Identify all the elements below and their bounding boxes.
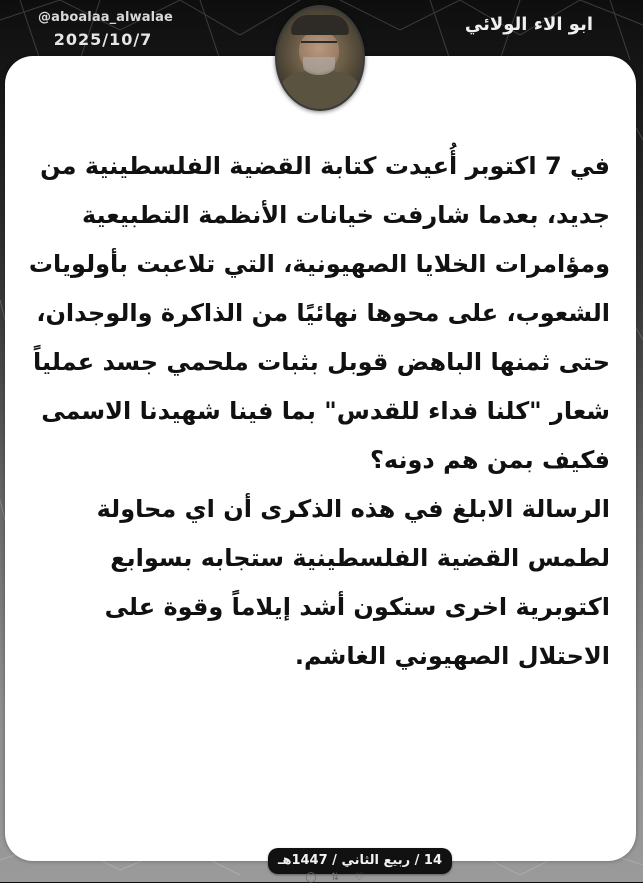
post-line: شعار "كلنا فداء للقدس" بما فينا شهيدنا الاسمى (41, 397, 610, 425)
post-line: الاحتلال الصهيوني الغاشم. (294, 642, 610, 670)
author-handle[interactable]: @aboalaa_alwalae (38, 10, 173, 25)
avatar-beard (303, 57, 335, 75)
post-line: لطمس القضية الفلسطينية ستجابه بسوابع (110, 544, 610, 572)
post-actions (305, 872, 365, 883)
post-line: الرسالة الابلغ في هذه الذكرى أن اي محاولة (96, 495, 610, 523)
retweet-icon[interactable]: ⇅ (330, 872, 340, 883)
post-line: في 7 اكتوبر أُعيدت كتابة القضية الفلسطينية من (40, 152, 610, 180)
avatar-shirt (281, 71, 359, 111)
post-line: الشعوب، على محوها نهائيًا من الذاكرة والوجدان، (36, 299, 610, 327)
avatar[interactable] (275, 5, 365, 111)
hijri-date-badge: 14 / ربيع الثاني / 1447هـ (268, 848, 452, 874)
post-line: ومؤامرات الخلايا الصهيونية، التي تلاعبت بأولويات (28, 250, 610, 278)
post-line: فكيف بمن هم دونه؟ (370, 446, 610, 474)
like-icon[interactable]: ♡ (354, 872, 364, 883)
post-line: جديد، بعدما شارفت خيانات الأنظمة التطبيعية (81, 201, 610, 229)
avatar-glasses (301, 41, 337, 48)
post-line: حتى ثمنها الباهض قوبل بثبات ملحمي جسد عملياً (33, 348, 610, 376)
comment-icon[interactable]: ◯ (305, 872, 317, 883)
post-body (30, 142, 610, 681)
post-date: 2025/10/7 (53, 30, 153, 49)
author-name[interactable]: ابو الاء الولائي (464, 14, 593, 35)
avatar-cap (291, 15, 349, 35)
post-line: اكتوبرية اخرى ستكون أشد إيلاماً وقوة على (104, 593, 610, 621)
